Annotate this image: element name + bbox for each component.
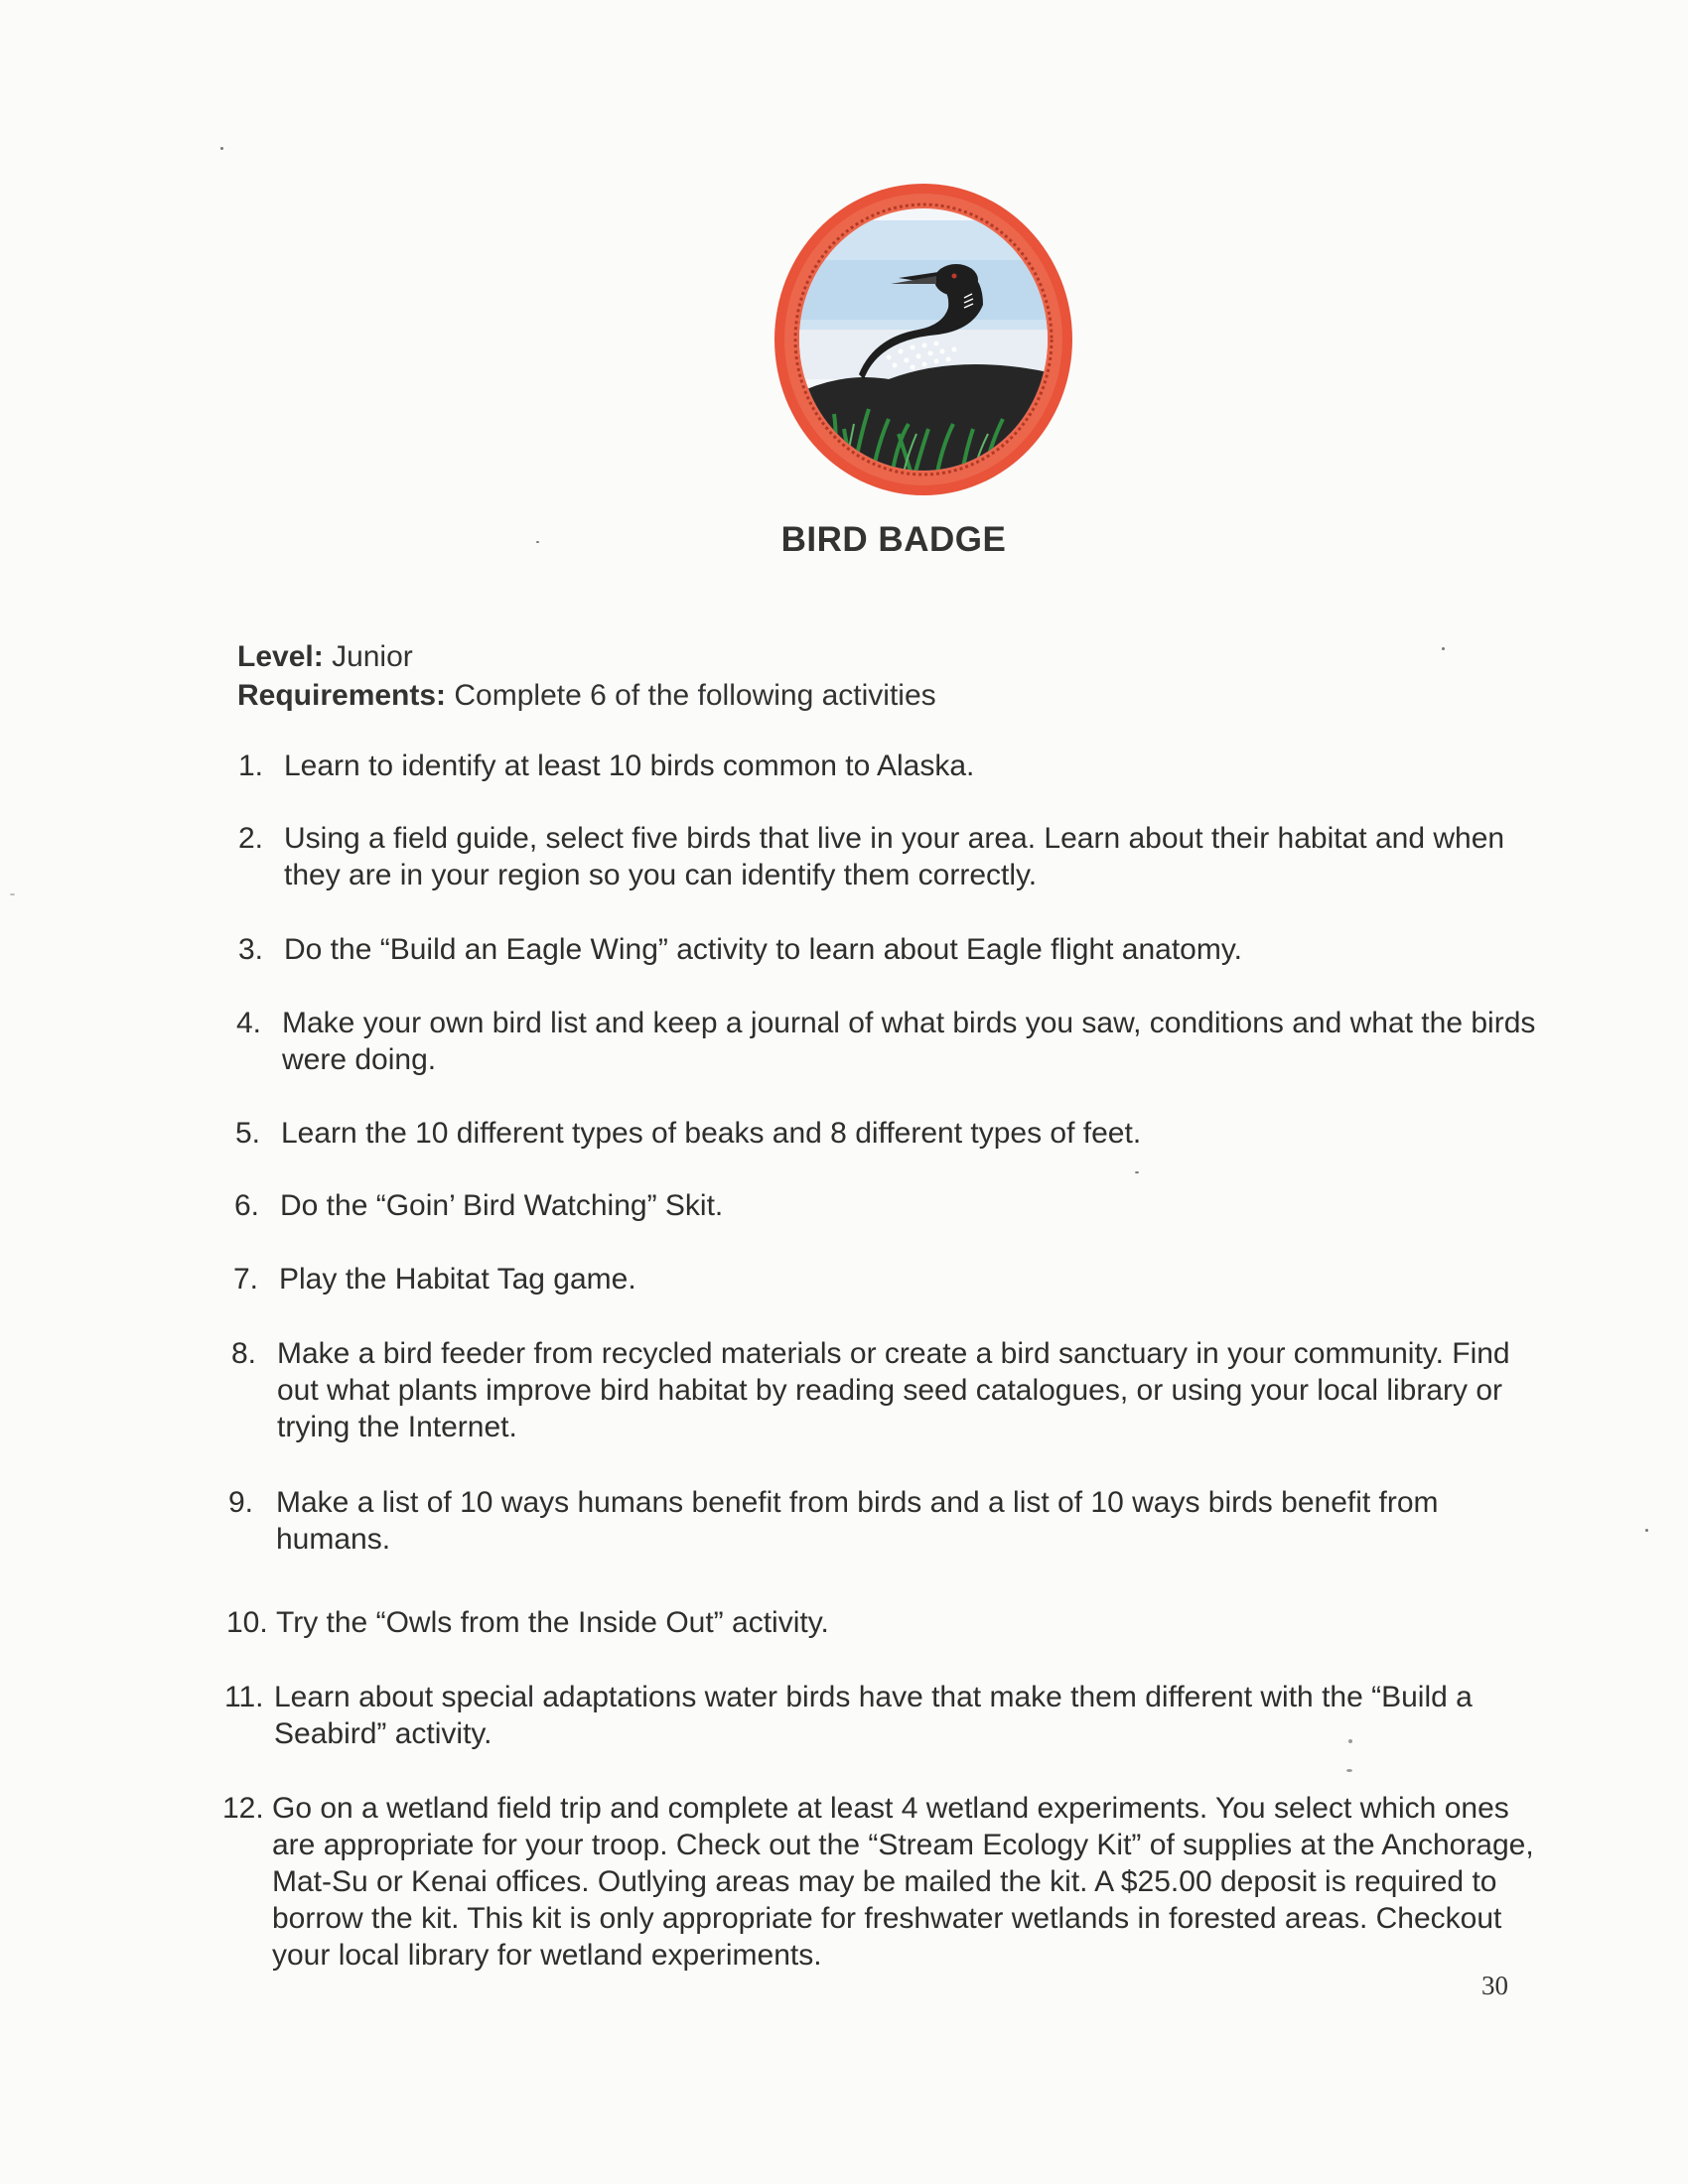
item-text: Do the “Build an Eagle Wing” activity to learn about Eagle flight anatomy. [284,933,1242,966]
scan-speck [1135,1171,1139,1173]
level-label: Level: [237,640,324,673]
scan-speck [1645,1529,1648,1532]
page-number: 30 [1481,1971,1508,2000]
requirements-value: Complete 6 of the following activities [454,679,936,712]
item-text: Do the “Goin’ Bird Watching” Skit. [280,1189,724,1222]
scan-speck [1346,1769,1352,1772]
scan-speck [10,893,15,895]
item-text: Using a field guide, select five birds that live in your area. Learn about their habitat and when they are in your region so you can identify them correctly. [284,822,1505,891]
item-text: Learn the 10 different types of beaks and 8 different types of feet. [281,1117,1142,1150]
item-text: Make a list of 10 ways humans benefit from birds and a list of 10 ways birds benefit from humans. [276,1486,1439,1556]
item-number: 5. [235,1117,261,1150]
item-number: 11. [224,1681,264,1713]
item-number: 6. [234,1189,260,1222]
scan-speck [1442,647,1445,650]
item-text: Play the Habitat Tag game. [279,1263,636,1296]
item-number: 1. [238,750,264,782]
level-value: Junior [332,640,413,673]
item-number: 10. [226,1606,268,1639]
item-text: Learn to identify at least 10 birds common to Alaska. [284,750,975,782]
scan-speck [1348,1739,1352,1743]
scan-speck [536,541,539,543]
item-number: 3. [238,933,264,966]
item-number: 9. [228,1486,254,1519]
item-text: Learn about special adaptations water birds have that make them different with the “Build a Seabird” activity. [274,1681,1473,1750]
item-number: 8. [231,1337,257,1370]
item-number: 4. [236,1007,262,1039]
scan-speck [220,147,223,150]
item-text: Go on a wetland field trip and complete at least 4 wetland experiments. You select which ones are appropriate for your troop. Check out the “Stream Ecology Kit” of supplies at the Anchorage, Mat-Su or Kenai offices. Outlying areas may be mailed the kit. A $25.00 deposit is required to borrow the kit. This kit is only appropriate for freshwater wetlands in forested areas. Checkout your local library for wetland experiments. [272,1792,1534,1972]
item-text: Try the “Owls from the Inside Out” activity. [276,1606,829,1639]
page-title: BIRD BADGE [780,520,1007,559]
item-number: 12. [222,1792,264,1825]
item-text: Make your own bird list and keep a journal of what birds you saw, conditions and what the birds were doing. [282,1007,1536,1076]
requirements-label: Requirements: [237,679,447,712]
item-text: Make a bird feeder from recycled materials or create a bird sanctuary in your community. Find out what plants improve bird habitat by reading seed catalogues, or using your local library or trying the Internet. [277,1337,1510,1443]
item-number: 2. [238,822,264,855]
item-number: 7. [233,1263,259,1296]
